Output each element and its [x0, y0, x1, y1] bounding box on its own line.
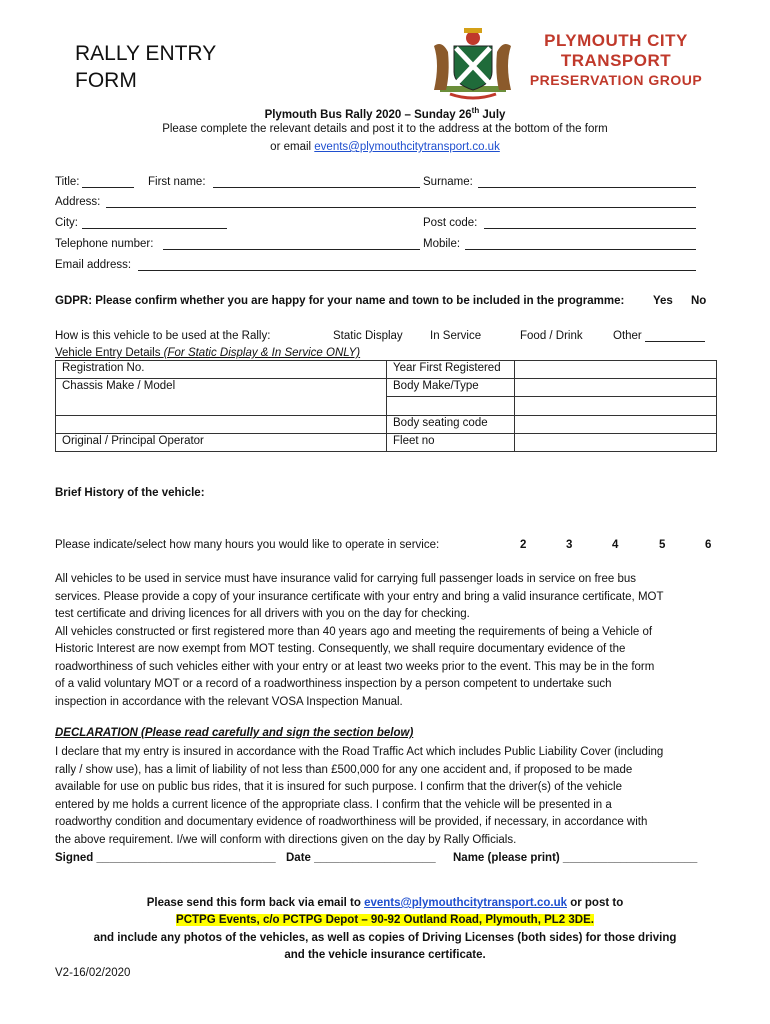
- form-title: [75, 40, 216, 94]
- first-name-field[interactable]: [213, 187, 420, 188]
- declaration-heading: DECLARATION (Please read carefully and sign the section below): [55, 727, 414, 739]
- paragraph-line: All vehicles to be used in service must have insurance valid for carrying full passenger loads in service on free bus: [55, 573, 637, 585]
- hours-option-4[interactable]: 4: [612, 539, 619, 551]
- body-type-cell: Body Make/Type: [387, 379, 515, 397]
- email-field[interactable]: [138, 270, 696, 271]
- logo: [420, 24, 710, 104]
- city-field[interactable]: [82, 228, 227, 229]
- gdpr-question: GDPR: Please confirm whether you are happy for your name and town to be included in the programme:: [55, 295, 625, 307]
- paragraph-line: roadworthiness of such vehicles either with your entry or at least two weeks prior to the event. This may be in the form: [55, 660, 655, 673]
- mobile-field[interactable]: [465, 249, 696, 250]
- telephone-label: Telephone number:: [55, 238, 154, 250]
- table-row: [56, 379, 717, 397]
- post-code-label: Post code:: [423, 217, 478, 229]
- paragraph-line: Historic Interest are now exempt from MOT testing. Consequently, we shall require documentary evidence of the: [55, 643, 626, 655]
- paragraph-line: the above requirement. I/we will conform with directions given on the day by Rally Officials.: [55, 833, 517, 846]
- brand-line1: PLYMOUTH CITY: [544, 31, 688, 50]
- declaration-paragraph: [55, 744, 720, 849]
- usage-question: How is this vehicle to be used at the Rally:: [55, 330, 271, 342]
- print-name-field[interactable]: Name (please print) _____________________: [453, 852, 698, 864]
- paragraph-line: I declare that my entry is insured in accordance with the Road Traffic Act which includes Public Liability Cover (including: [55, 746, 664, 758]
- title-field[interactable]: [82, 187, 134, 188]
- date-field[interactable]: Date ___________________: [286, 852, 436, 864]
- paragraph-line: All vehicles constructed or first registered more than 40 years ago and meeting the requirements of being a Vehicle of: [55, 625, 653, 638]
- insurance-paragraph: [55, 571, 720, 711]
- paragraph-line: rally / show use), has a limit of liability of not less than £500,000 for any one accident and, if proposed to be made: [55, 763, 633, 776]
- address-label: Address:: [55, 196, 101, 208]
- mobile-label: Mobile:: [423, 238, 461, 250]
- telephone-field[interactable]: [163, 249, 420, 250]
- footer-line4: and the vehicle insurance certificate.: [284, 949, 486, 961]
- form-title-line1: RALLY ENTRY: [75, 42, 217, 65]
- first-name-label: First name:: [148, 176, 206, 188]
- instruction-text: Please complete the relevant details and post it to the address at the bottom of the form: [162, 123, 608, 135]
- postal-address: PCTPG Events, c/o PCTPG Depot – 90-92 Outland Road, Plymouth, PL2 3DE.: [176, 914, 594, 926]
- email-label: Email address:: [55, 259, 132, 271]
- paragraph-line: available for use on public bus rides, that it is insured for such purpose. I confirm that the driver(s) of the vehicle: [55, 781, 622, 793]
- email-instruction: or email events@plymouthcitytransport.co.uk: [270, 141, 500, 153]
- operator-cell[interactable]: Original / Principal Operator: [56, 434, 387, 452]
- hours-option-6[interactable]: 6: [705, 539, 712, 551]
- version-label: V2-16/02/2020: [55, 967, 131, 979]
- city-label: City:: [55, 217, 78, 229]
- vehicle-details-table: [55, 360, 717, 452]
- paragraph-line: of a valid voluntary MOT or a record of a roadworthiness inspection by a person competent to undertake such: [55, 678, 612, 690]
- usage-food-drink[interactable]: Food / Drink: [520, 330, 583, 342]
- brand-line3: PRESERVATION GROUP: [529, 72, 703, 88]
- chassis-extra[interactable]: [56, 416, 387, 434]
- usage-static-display[interactable]: Static Display: [333, 330, 403, 342]
- table-row: [56, 434, 717, 452]
- table-row: [56, 361, 717, 379]
- paragraph-line: services. Please provide a copy of your insurance certificate with your entry and bring a valid insurance certificate, MOT: [55, 590, 664, 603]
- hours-option-5[interactable]: 5: [659, 539, 666, 551]
- paragraph-line: inspection in accordance with the relevant VOSA Inspection Manual.: [55, 695, 403, 708]
- fleet-no-cell: Fleet no: [387, 434, 515, 452]
- usage-other-field[interactable]: [645, 341, 705, 342]
- gdpr-no[interactable]: No: [691, 295, 707, 307]
- form-title-line2: FORM: [75, 69, 137, 92]
- vehicle-details-heading: Vehicle Entry Details (For Static Display & In Service ONLY): [55, 347, 361, 359]
- usage-in-service[interactable]: In Service: [430, 330, 482, 342]
- hours-option-3[interactable]: 3: [566, 539, 573, 551]
- title-label: Title:: [55, 176, 80, 188]
- footer-email-link[interactable]: events@plymouthcitytransport.co.uk: [364, 897, 567, 909]
- brand-line2: TRANSPORT: [560, 51, 672, 70]
- paragraph-line: entered by me holds a current licence of the appropriate class. I confirm that the vehicle will be presented in a: [55, 798, 612, 811]
- usage-other[interactable]: Other: [613, 330, 642, 342]
- seating-code-cell: Body seating code: [387, 416, 515, 434]
- seating-code-value[interactable]: [515, 416, 717, 434]
- body-type-extra: [387, 397, 515, 416]
- address-field[interactable]: [106, 207, 696, 208]
- fleet-no-value[interactable]: [515, 434, 717, 452]
- postal-address-row: [0, 914, 770, 926]
- footer-line3: and include any photos of the vehicles, as well as copies of Driving Licenses (both sides) for those driving: [93, 932, 677, 944]
- gdpr-yes[interactable]: Yes: [653, 295, 673, 307]
- surname-label: Surname:: [423, 176, 473, 188]
- registration-cell[interactable]: Registration No.: [56, 361, 387, 379]
- body-type-extra-value[interactable]: [515, 397, 717, 416]
- event-heading: Plymouth Bus Rally 2020 – Sunday 26th July: [264, 106, 506, 121]
- email-link[interactable]: events@plymouthcitytransport.co.uk: [314, 141, 500, 153]
- send-instruction: Please send this form back via email to events@plymouthcitytransport.co.uk or post to: [146, 897, 624, 909]
- hours-question: Please indicate/select how many hours you would like to operate in service:: [55, 539, 440, 551]
- signature-field[interactable]: Signed ____________________________: [55, 852, 276, 864]
- surname-field[interactable]: [478, 187, 696, 188]
- coat-of-arms-icon: [420, 24, 525, 104]
- paragraph-line: test certificate and driving licences for all drivers with you on the day for checking.: [55, 608, 470, 620]
- post-code-field[interactable]: [484, 228, 696, 229]
- body-type-value[interactable]: [515, 379, 717, 397]
- year-registered-value[interactable]: [515, 361, 717, 379]
- brand-name: [526, 30, 706, 89]
- table-row: [56, 416, 717, 434]
- paragraph-line: roadworthy condition and documentary evidence of roadworthiness will be provided, if necessary, in accordance with: [55, 816, 648, 828]
- chassis-cell[interactable]: Chassis Make / Model: [56, 379, 387, 416]
- hours-option-2[interactable]: 2: [520, 539, 527, 551]
- history-label: Brief History of the vehicle:: [55, 487, 205, 499]
- year-registered-cell: Year First Registered: [387, 361, 515, 379]
